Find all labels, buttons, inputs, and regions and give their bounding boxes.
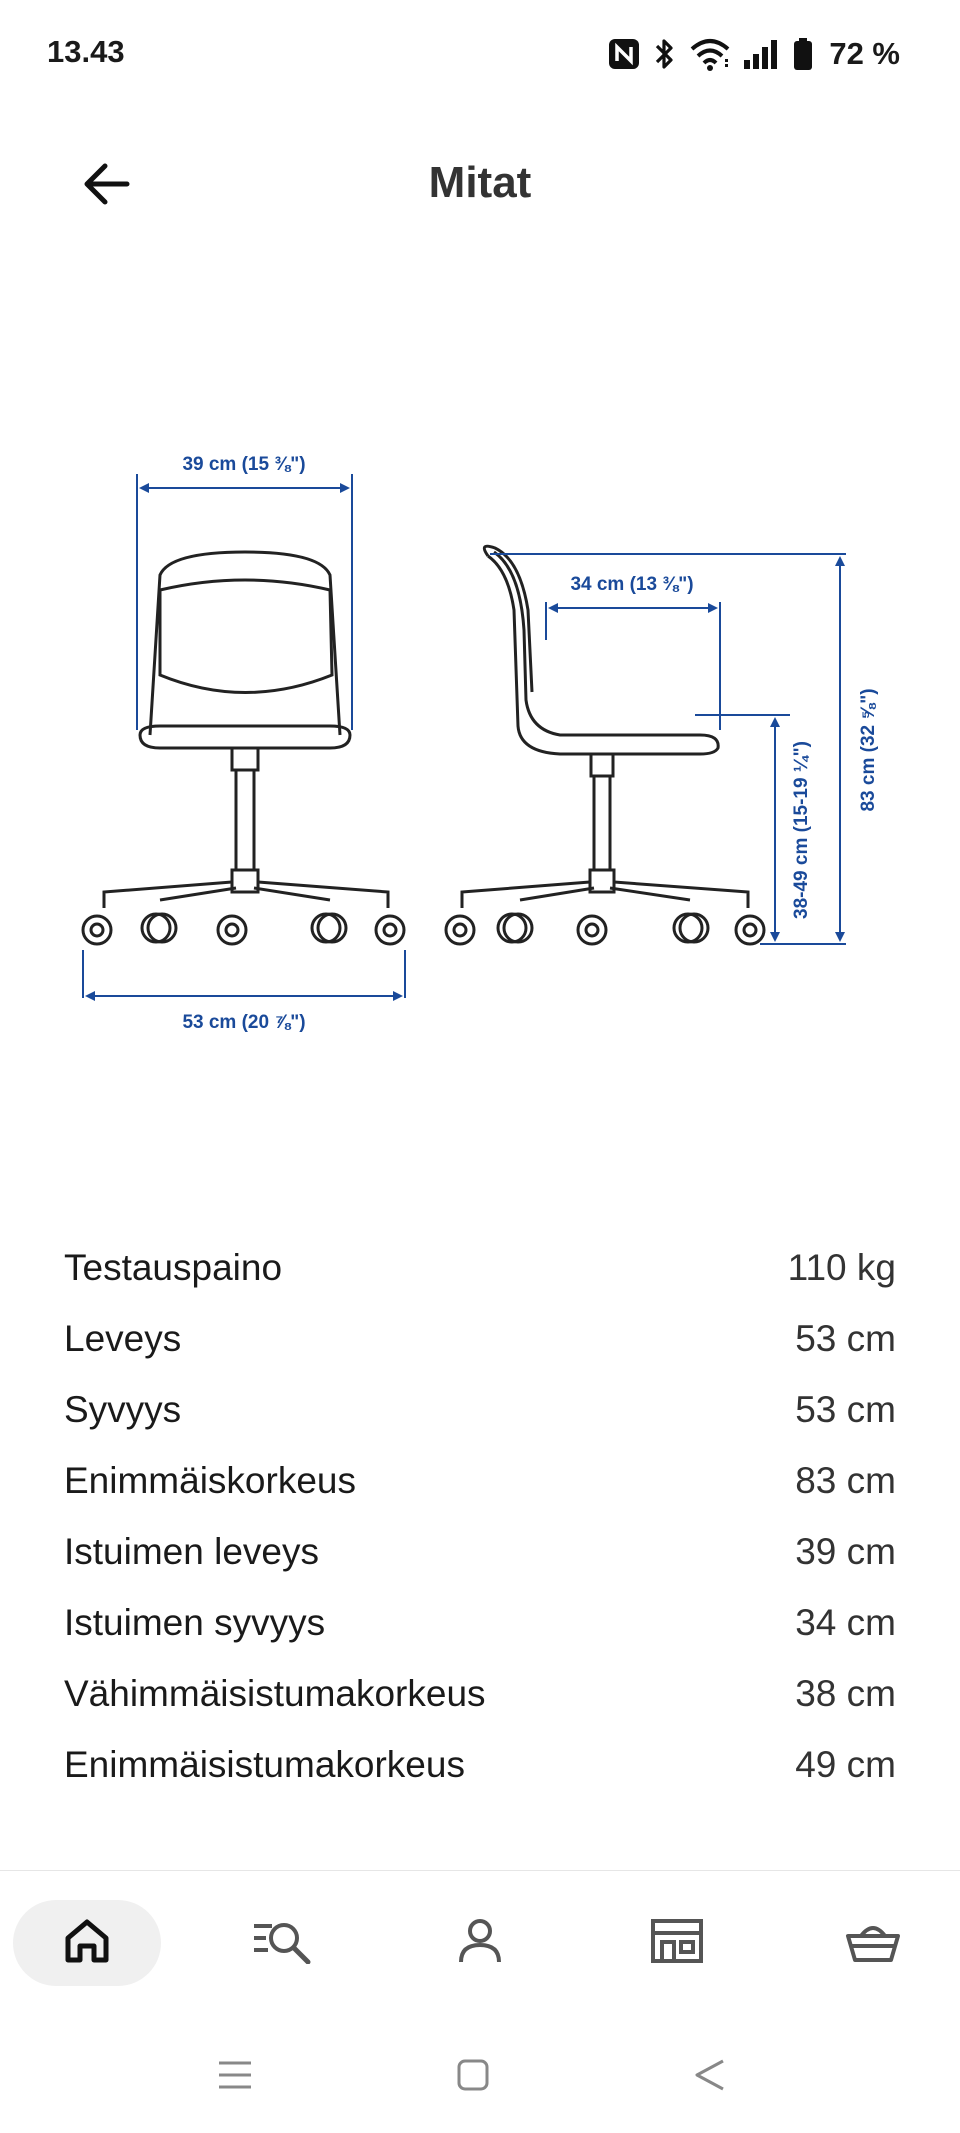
bluetooth-icon bbox=[653, 36, 677, 72]
spec-row bbox=[64, 1729, 896, 1800]
menu-icon bbox=[217, 2059, 253, 2096]
status-icons bbox=[607, 34, 900, 74]
bottom-nav bbox=[0, 1880, 960, 2000]
system-back-button[interactable] bbox=[680, 2052, 740, 2102]
spec-value: 53 cm bbox=[795, 1317, 896, 1359]
page-title: Mitat bbox=[428, 158, 532, 207]
total-height-label: 83 cm (32 ⅝") bbox=[858, 688, 879, 812]
spec-value: 53 cm bbox=[795, 1388, 896, 1430]
seat-width-label: 39 cm (15 ⅜") bbox=[182, 454, 306, 475]
home-square-icon bbox=[456, 2058, 490, 2097]
spec-row bbox=[64, 1658, 896, 1729]
battery-icon bbox=[793, 37, 813, 71]
spec-label: Istuimen syvyys bbox=[64, 1601, 326, 1643]
spec-value: 39 cm bbox=[795, 1530, 896, 1572]
status-bar bbox=[0, 0, 960, 110]
system-menu-button[interactable] bbox=[205, 2052, 265, 2102]
spec-row bbox=[64, 1445, 896, 1516]
spec-label: Testauspaino bbox=[64, 1246, 283, 1288]
spec-label: Syvyys bbox=[64, 1388, 182, 1430]
bottom-divider bbox=[0, 1870, 960, 1871]
status-time: 13.43 bbox=[47, 34, 125, 69]
seat-depth-label: 34 cm (13 ⅜") bbox=[570, 574, 694, 595]
nav-search-button[interactable] bbox=[232, 1900, 332, 1986]
specs-list bbox=[64, 1232, 896, 1800]
spec-value: 83 cm bbox=[795, 1459, 896, 1501]
dimensions-diagram bbox=[0, 430, 960, 1050]
spec-label: Leveys bbox=[64, 1317, 182, 1359]
spec-value: 49 cm bbox=[795, 1743, 896, 1785]
spec-label: Istuimen leveys bbox=[64, 1530, 319, 1572]
chair-side-view bbox=[446, 546, 764, 944]
spec-value: 38 cm bbox=[795, 1672, 896, 1714]
spec-row bbox=[64, 1374, 896, 1445]
signal-icon bbox=[743, 38, 781, 70]
spec-row bbox=[64, 1303, 896, 1374]
store-icon bbox=[650, 1918, 704, 1969]
spec-label: Enimmäiskorkeus bbox=[64, 1459, 356, 1501]
system-home-button[interactable] bbox=[443, 2052, 503, 2102]
spec-value: 110 kg bbox=[787, 1246, 896, 1288]
nav-cart-button[interactable] bbox=[823, 1900, 923, 1986]
nav-store-button[interactable] bbox=[627, 1900, 727, 1986]
spec-row bbox=[64, 1516, 896, 1587]
spec-label: Vähimmäisistumakorkeus bbox=[64, 1672, 486, 1714]
nav-profile-button[interactable] bbox=[430, 1900, 530, 1986]
spec-row bbox=[64, 1232, 896, 1303]
base-width-label: 53 cm (20 ⅞") bbox=[182, 1012, 306, 1033]
spec-value: 34 cm bbox=[795, 1601, 896, 1643]
spec-label: Enimmäisistumakorkeus bbox=[64, 1743, 465, 1785]
system-nav bbox=[0, 2030, 960, 2120]
spec-row bbox=[64, 1587, 896, 1658]
profile-icon bbox=[458, 1918, 502, 1969]
basket-icon bbox=[845, 1918, 901, 1969]
battery-percentage: 72 % bbox=[829, 36, 900, 71]
nfc-icon bbox=[607, 37, 641, 71]
chair-front-view bbox=[83, 552, 404, 944]
header bbox=[0, 130, 960, 230]
home-icon bbox=[63, 1918, 111, 1969]
back-triangle-icon bbox=[693, 2057, 727, 2098]
search-list-icon bbox=[252, 1918, 312, 1969]
nav-home-button[interactable] bbox=[13, 1900, 161, 1986]
seat-height-label: 38-49 cm (15-19 ¼") bbox=[791, 741, 812, 919]
wifi-icon bbox=[689, 37, 731, 71]
